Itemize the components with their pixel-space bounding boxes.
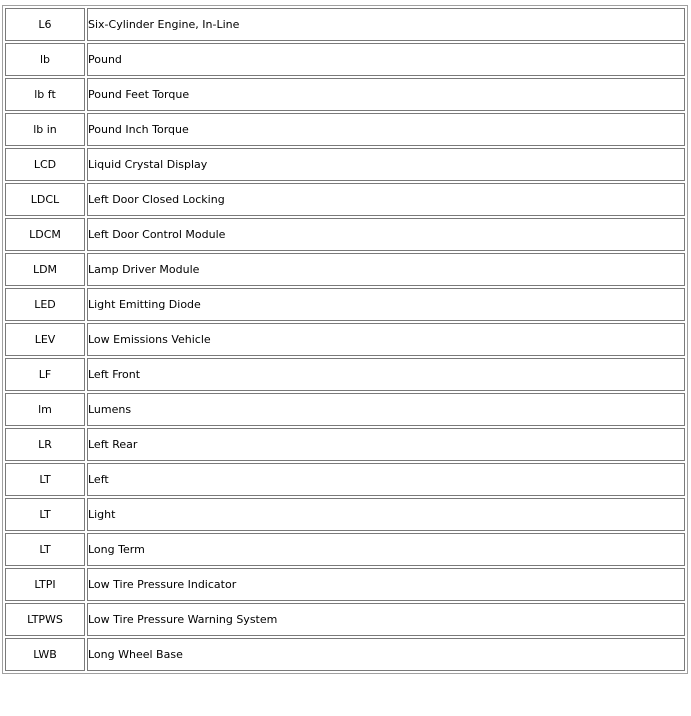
table-row: [5, 113, 685, 146]
definition-cell: Left Front: [87, 358, 685, 391]
table-row: [5, 323, 685, 356]
table-row: [5, 533, 685, 566]
abbreviation-cell: LCD: [5, 148, 85, 181]
abbreviation-cell: lb in: [5, 113, 85, 146]
abbreviation-cell: LF: [5, 358, 85, 391]
definition-cell: Light: [87, 498, 685, 531]
abbreviation-cell: lm: [5, 393, 85, 426]
definition-cell: Left: [87, 463, 685, 496]
table-row: [5, 183, 685, 216]
definition-cell: Lumens: [87, 393, 685, 426]
abbreviation-cell: LTPI: [5, 568, 85, 601]
table-row: [5, 288, 685, 321]
table-row: [5, 78, 685, 111]
abbreviation-cell: LT: [5, 498, 85, 531]
abbreviation-cell: lb: [5, 43, 85, 76]
definition-cell: Long Term: [87, 533, 685, 566]
definition-cell: Low Tire Pressure Warning System: [87, 603, 685, 636]
table-row: [5, 638, 685, 671]
definition-cell: Pound Inch Torque: [87, 113, 685, 146]
definition-cell: Left Door Closed Locking: [87, 183, 685, 216]
abbreviation-cell: LTPWS: [5, 603, 85, 636]
table-row: [5, 253, 685, 286]
definition-cell: Left Rear: [87, 428, 685, 461]
definition-cell: Low Emissions Vehicle: [87, 323, 685, 356]
definition-cell: Lamp Driver Module: [87, 253, 685, 286]
definition-cell: Pound Feet Torque: [87, 78, 685, 111]
definition-cell: Liquid Crystal Display: [87, 148, 685, 181]
definition-cell: Six-Cylinder Engine, In-Line: [87, 8, 685, 41]
table-row: [5, 8, 685, 41]
abbreviation-cell: LDM: [5, 253, 85, 286]
table-row: [5, 43, 685, 76]
table-row: [5, 603, 685, 636]
table-row: [5, 568, 685, 601]
definition-cell: Pound: [87, 43, 685, 76]
definition-cell: Light Emitting Diode: [87, 288, 685, 321]
definition-cell: Low Tire Pressure Indicator: [87, 568, 685, 601]
abbreviation-table: [2, 5, 688, 674]
table-row: [5, 393, 685, 426]
abbreviation-cell: LT: [5, 463, 85, 496]
table-row: [5, 148, 685, 181]
table-row: [5, 463, 685, 496]
abbreviation-cell: LED: [5, 288, 85, 321]
abbreviation-cell: LDCM: [5, 218, 85, 251]
abbreviation-cell: LEV: [5, 323, 85, 356]
table-row: [5, 428, 685, 461]
abbreviation-cell: LWB: [5, 638, 85, 671]
abbreviation-cell: LT: [5, 533, 85, 566]
abbreviation-cell: lb ft: [5, 78, 85, 111]
abbreviation-table-body: [5, 8, 685, 671]
definition-cell: Long Wheel Base: [87, 638, 685, 671]
abbreviation-cell: L6: [5, 8, 85, 41]
abbreviation-cell: LR: [5, 428, 85, 461]
table-row: [5, 218, 685, 251]
table-row: [5, 358, 685, 391]
definition-cell: Left Door Control Module: [87, 218, 685, 251]
abbreviation-cell: LDCL: [5, 183, 85, 216]
table-row: [5, 498, 685, 531]
